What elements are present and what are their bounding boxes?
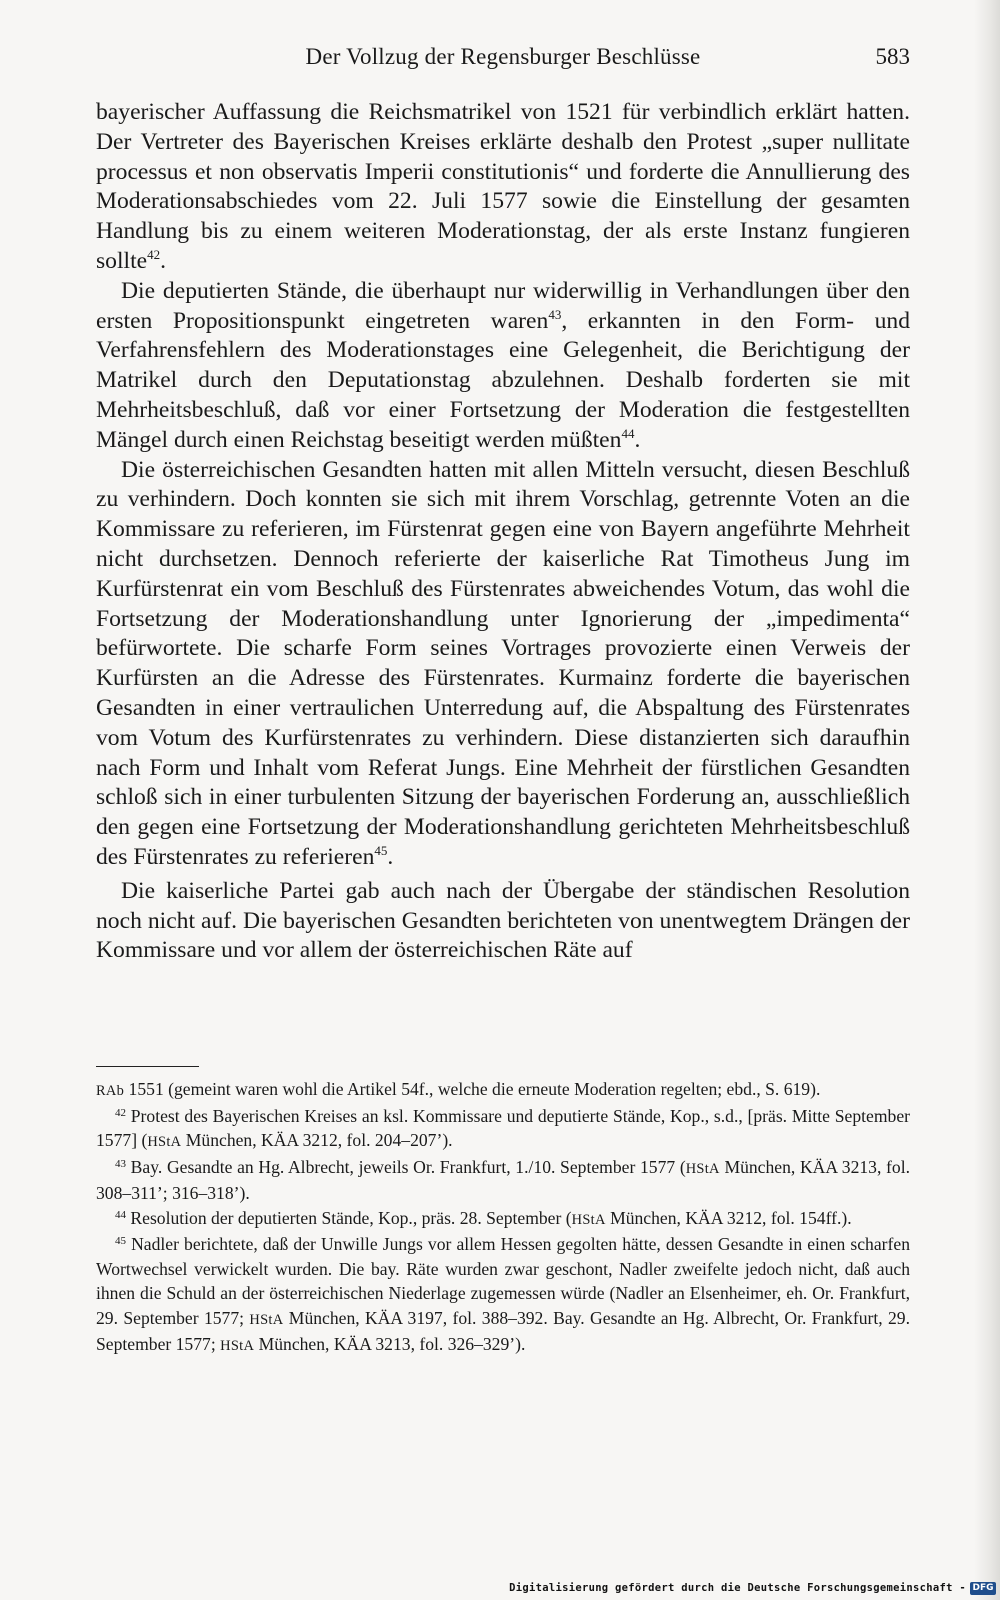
paragraph-1 (96, 98, 910, 277)
abbreviation: HStA (147, 1134, 182, 1150)
page-edge-shadow (974, 0, 1000, 1600)
running-title: Der Vollzug der Regensburger Beschlüsse (305, 44, 701, 69)
paragraph-4 (96, 877, 910, 966)
footnote-number: 42 (115, 1106, 126, 1119)
footnote-text: München, KÄA 3212, fol. 154ff.). (605, 1207, 852, 1228)
footnote-ref-45[interactable]: 45 (374, 842, 388, 858)
abbreviation: RAb (96, 1083, 125, 1099)
footnote-continuation (96, 1077, 910, 1104)
dfg-logo: DFG (970, 1582, 996, 1595)
paragraph-text: bayerischer Auffassung die Reichsmatrikel von 1521 für verbindlich erklärt hatten. Der Vertreter des Bayerischen Kreises erklärte deshalb den Protest „super nullitate processus et non observatis Imperii constitutionis“ und forderte die Annullierung des Moderationsabschiedes vom 22. Juli 1577 sowie die Einstellung der gesamten Handlung bis zu einem weiteren Moderationstag, der als erste Instanz fungieren sollte (96, 99, 910, 274)
footnote-43 (96, 1155, 910, 1206)
footnote-text: Protest des Bayerischen Kreises an ksl. Kommissare und deputierte Stände, Kop., s.d., [präs. Mitte September 1577] ( (96, 1105, 910, 1150)
abbreviation: HStA (249, 1311, 284, 1328)
paragraph-3 (96, 456, 910, 873)
body-text (96, 98, 910, 966)
paragraph-text: Die kaiserliche Partei gab auch nach der Übergabe der ständischen Resolution noch nicht auf. Die bayerischen Gesandten berichteten von unentwegtem Drängen der Kommissare und vor allem der österreichischen Räte auf (96, 877, 910, 964)
paragraph-text: , erkannten in den Form- und Verfahrensfehlern des Moderationstages eine Gelegenheit, die Berichtigung der Matrikel durch den Deputationstag abzulehnen. Deshalb forderten sie mit Mehrheitsbeschluß, daß vor einer Fortsetzung der Moderation die festgestellten Mängel durch einen Reichstag beseitigt werden müßten (96, 307, 911, 453)
footnote-text: München, KÄA 3197, fol. 388–392. Bay. Gesandte an Hg. Albrecht, Or. Frankfurt, 29. September 1577; (96, 1307, 910, 1354)
footnote-ref-42[interactable]: 42 (147, 246, 161, 262)
footnote-text: München, KÄA 3212, fol. 204–207’). (181, 1130, 453, 1150)
paragraph-end: . (634, 426, 641, 453)
footnote-number: 44 (115, 1208, 126, 1221)
paragraph-text: Die österreichischen Gesandten hatten mit allen Mitteln versucht, diesen Beschluß zu verhindern. Doch konnten sie sich mit ihrem Vorschlag, getrennte Voten an die Kommissare zu referieren, im Fürstenrat gegen eine von Bayern angeführte Mehrheit nicht durchsetzen. Dennoch referierte der kaiserliche Rat Timotheus Jung im Kurfürstenrat ein vom Beschluß des Fürstenrates abweichendes Votum, das wohl die Fortsetzung der Moderationshandlung unter Ignorierung der „impedimenta“ befürwortete. Die scharfe Form seines Vortrages provozierte einen Verweis der Kurfürsten an die Adresse des Fürstenrates. Kurmainz forderte die bayerischen Gesandten in einer vertraulichen Unterredung auf, die Abspaltung des Fürstenrates vom Votum des Kurfürstenrates zu verhindern. Diese distanzierten sich daraufhin nach Form und Inhalt vom Referat Jungs. Eine Mehrheit der fürstlichen Gesandten schloß sich in einer turbulenten Sitzung der bayerischen Forderung an, ausschließlich den gegen eine Fortsetzung der Moderationshandlung gerichteten Mehrheitsbeschluß des Fürstenrates zu referieren (96, 456, 910, 870)
abbreviation: HStA (220, 1338, 255, 1354)
running-head (96, 44, 910, 84)
footnote-separator (96, 1066, 199, 1067)
footnote-42 (96, 1104, 910, 1155)
footnote-44 (96, 1206, 910, 1233)
paragraph-text: Die deputierten Stände, die überhaupt nur widerwillig in Verhandlungen über den ersten Propositionspunkt eingetreten waren (96, 277, 910, 334)
footnote-ref-43[interactable]: 43 (548, 306, 562, 322)
footnote-text: Bay. Gesandte an Hg. Albrecht, jeweils Or. Frankfurt, 1./10. September 1577 ( (126, 1156, 686, 1177)
footnote-text: München, KÄA 3213, fol. 308–311’; 316–318’). (96, 1156, 910, 1203)
footnote-number: 43 (115, 1157, 126, 1170)
page-number: 583 (875, 44, 910, 69)
footnotes (96, 1077, 910, 1359)
footnote-text: 1551 (gemeint waren wohl die Artikel 54f., welche die erneute Moderation regelten; ebd., S. 619). (124, 1079, 821, 1099)
footnote-text: München, KÄA 3213, fol. 326–329’). (254, 1334, 526, 1354)
abbreviation: HStA (571, 1211, 606, 1228)
footnote-text: Nadler berichtete, daß der Unwille Jungs vor allem Hessen gegolten hätte, dessen Gesandte in einen scharfen Wortwechsel verwickelt wurden. Die bay. Räte wurden zwar geschont, Nadler zweifelte jedoch nicht, daß auch ihnen die Schuld an der österreichischen Niederlage zugemessen würde (Nadler an Elsenheimer, eh. Or. Frankfurt, 29. September 1577; (96, 1234, 910, 1328)
paragraph-2 (96, 277, 910, 456)
abbreviation: HStA (685, 1160, 720, 1177)
paragraph-end: . (160, 247, 167, 274)
footnote-number: 45 (115, 1235, 126, 1247)
digitization-credit: Digitalisierung gefördert durch die Deutsche Forschungsgemeinschaft - (509, 1582, 966, 1594)
footnote-ref-44[interactable]: 44 (621, 425, 635, 441)
footnote-45 (96, 1232, 910, 1359)
footnote-text: Resolution der deputierten Stände, Kop., präs. 28. September ( (126, 1207, 572, 1228)
paragraph-end: . (387, 843, 394, 870)
